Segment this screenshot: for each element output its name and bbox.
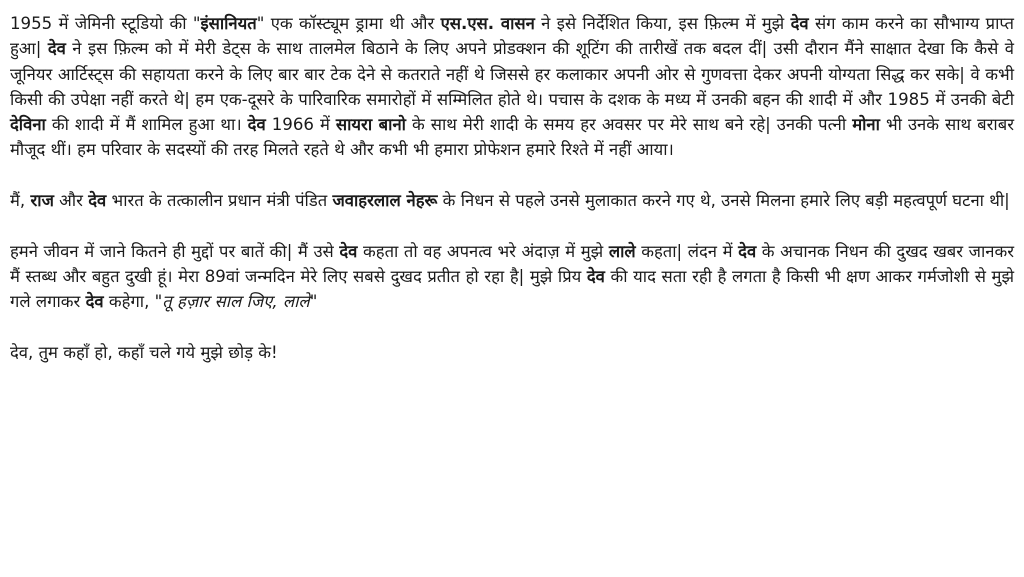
paragraph-3 (10, 239, 1014, 315)
bold-name: देव (339, 241, 358, 261)
bold-name: देव (85, 292, 104, 312)
text-run: भारत के तत्कालीन प्रधान मंत्री पंडित (106, 191, 333, 211)
bold-name: सायरा बानो (335, 115, 406, 135)
text-run: 1966 में (265, 115, 336, 135)
text-run: के अचानक निधन की दुखद खबर जानकर मैं स्तब्ध और बहुत दुखी हूं। मेरा 89वां जन्मदिन मेरे लिए सबसे दुखद प्रतीत हो रहा है| मुझे प्रिय (10, 241, 1014, 286)
text-run: " (309, 292, 318, 312)
bold-name: मोना (852, 115, 880, 135)
paragraph-2 (10, 188, 1014, 213)
bold-name: देव (247, 115, 266, 135)
text-run: 1955 में जेमिनी स्टूडियो की " (10, 14, 201, 33)
bold-name: एस.एस. वासन (440, 14, 535, 33)
text-run: कहेगा, " (103, 292, 163, 312)
bold-name: देव (47, 39, 66, 59)
text-run: भी उनके साथ बराबर मौजूद थीं। हम परिवार के सदस्यों की तरह मिलते रहते थे और कभी भी हमारा प्रोफेशन हमारे रिश्ते में नहीं आया। (10, 115, 1014, 160)
text-run: देव, तुम कहाँ हो, कहाँ चले गये मुझे छोड़ के! (10, 342, 278, 362)
bold-name: देव (738, 241, 757, 261)
text-run: संग काम करने का सौभाग्य प्राप्त हुआ| (10, 14, 1014, 59)
bold-name: लाले (608, 241, 636, 261)
text-run: कहता| लंदन में (635, 241, 739, 261)
text-run: की याद सता रही है लगता है किसी भी क्षण आकर गर्मजोशी से मुझे गले लगाकर (10, 266, 1014, 312)
paragraph-4 (10, 340, 1014, 365)
italic-quote: तू हज़ार साल जिए, लाले (162, 292, 310, 312)
bold-name: देव (586, 266, 605, 286)
text-run: ने इस फ़िल्म को में मेरी डेट्स के साथ तालमेल बिठाने के लिए अपने प्रोडक्शन की शूटिंग की तारीखें तक बदल दीं| उसी दौरान मैंने साक्षात देखा कि कैसे वे जूनियर आर्टिस्ट्स की सहायता करने के लिए बार बार टेक देने से कतराते नहीं थे जिससे हर कलाकार अपनी ओर से गुणवत्ता देकर अपनी योग्यता सिद्ध कर सके| वे कभी किसी की उपेक्षा नहीं करते थे| हम एक-दूसरे के पारिवारिक समारोहों में सम्मिलित होते थे। पचास के दशक के मध्य में उनकी बहन की शादी में और 1985 में उनकी बेटी (10, 39, 1014, 109)
text-run: के निधन से पहले उनसे मुलाकात करने गए थे, उनसे मिलना हमारे लिए बड़ी महत्वपूर्ण घटना थी| (437, 191, 1010, 211)
text-run: की शादी में मैं शामिल हुआ था। (45, 115, 248, 135)
text-run: कहता तो वह अपनत्व भरे अंदाज़ में मुझे (357, 241, 609, 261)
paragraph-1 (10, 11, 1014, 163)
text-run: ने इसे निर्देशित किया, इस फ़िल्म में मुझे (534, 14, 791, 33)
bold-name: देविना (10, 115, 46, 135)
bold-name: इंसानियत (200, 14, 257, 33)
article-body (10, 11, 1014, 365)
text-run: मैं, (10, 191, 31, 211)
bold-name: जवाहरलाल नेहरू (332, 191, 438, 211)
text-run: के साथ मेरी शादी के समय हर अवसर पर मेरे साथ बने रहे| उनकी पत्नी (405, 115, 853, 135)
text-run: और (53, 191, 89, 211)
bold-name: देव (88, 191, 107, 211)
text-run: हमने जीवन में जाने कितने ही मुद्दों पर बातें की| मैं उसे (10, 241, 340, 261)
bold-name: देव (790, 14, 809, 33)
text-run: " एक कॉस्ट्यूम ड्रामा थी और (256, 14, 441, 33)
bold-name: राज (30, 191, 54, 211)
